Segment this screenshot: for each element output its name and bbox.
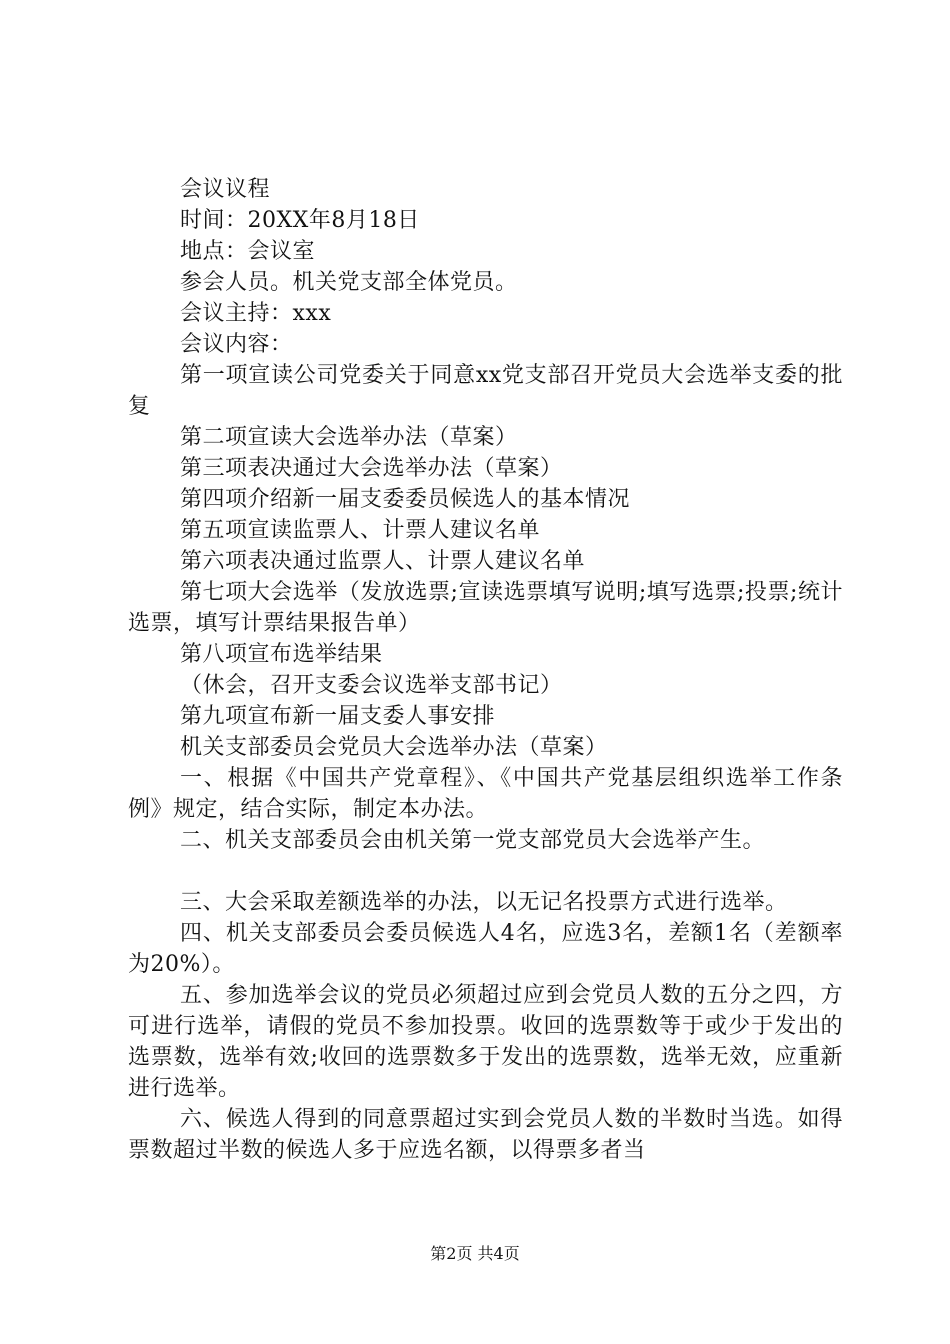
paragraph-location: 地点：会议室 xyxy=(180,239,316,264)
election-rules-title: 机关支部委员会党员大会选举办法（草案） xyxy=(180,735,608,760)
blank-line xyxy=(128,856,843,887)
rule-3: 三、大会采取差额选举的办法，以无记名投票方式进行选举。 xyxy=(180,890,788,915)
rule-6: 六、候选人得到的同意票超过实到会党员人数的半数时当选。如得票数超过半数的候选人多于应选名额，以得票多者当 xyxy=(128,1107,843,1163)
paragraph-host: 会议主持：xxx xyxy=(180,301,332,326)
agenda-recess-note: （休会，召开支委会议选举支部书记） xyxy=(180,673,563,698)
rule-4: 四、机关支部委员会委员候选人4名，应选3名，差额1名（差额率为20%）。 xyxy=(128,921,843,977)
paragraph-title: 会议议程 xyxy=(180,177,271,202)
page-number-footer: 第2页 共4页 xyxy=(430,1244,520,1263)
rule-1: 一、根据《中国共产党章程》、《中国共产党基层组织选举工作条例》规定，结合实际，制定本办法。 xyxy=(128,766,843,822)
agenda-item-7: 第七项大会选举（发放选票;宣读选票填写说明;填写选票;投票;统计选票，填写计票结果报告单） xyxy=(128,580,843,636)
agenda-item-2: 第二项宣读大会选举办法（草案） xyxy=(180,425,518,450)
agenda-item-3: 第三项表决通过大会选举办法（草案） xyxy=(180,456,563,481)
rule-5: 五、参加选举会议的党员必须超过应到会党员人数的五分之四，方可进行选举，请假的党员不参加投票。收回的选票数等于或少于发出的选票数，选举有效;收回的选票数多于发出的选票数，选举无效，应重新进行选举。 xyxy=(128,983,843,1101)
paragraph-content-heading: 会议内容： xyxy=(180,332,293,357)
rule-2: 二、机关支部委员会由机关第一党支部党员大会选举产生。 xyxy=(180,828,766,853)
agenda-item-1: 第一项宣读公司党委关于同意xx党支部召开党员大会选举支委的批复 xyxy=(128,363,843,419)
agenda-item-4: 第四项介绍新一届支委委员候选人的基本情况 xyxy=(180,487,631,512)
agenda-item-8: 第八项宣布选举结果 xyxy=(180,642,383,667)
paragraph-attendees: 参会人员。机关党支部全体党员。 xyxy=(180,270,518,295)
agenda-item-9: 第九项宣布新一届支委人事安排 xyxy=(180,704,496,729)
agenda-item-6: 第六项表决通过监票人、计票人建议名单 xyxy=(180,549,586,574)
paragraph-time: 时间：20XX年8月18日 xyxy=(180,208,420,233)
agenda-item-5: 第五项宣读监票人、计票人建议名单 xyxy=(180,518,541,543)
document-body xyxy=(128,174,843,1166)
